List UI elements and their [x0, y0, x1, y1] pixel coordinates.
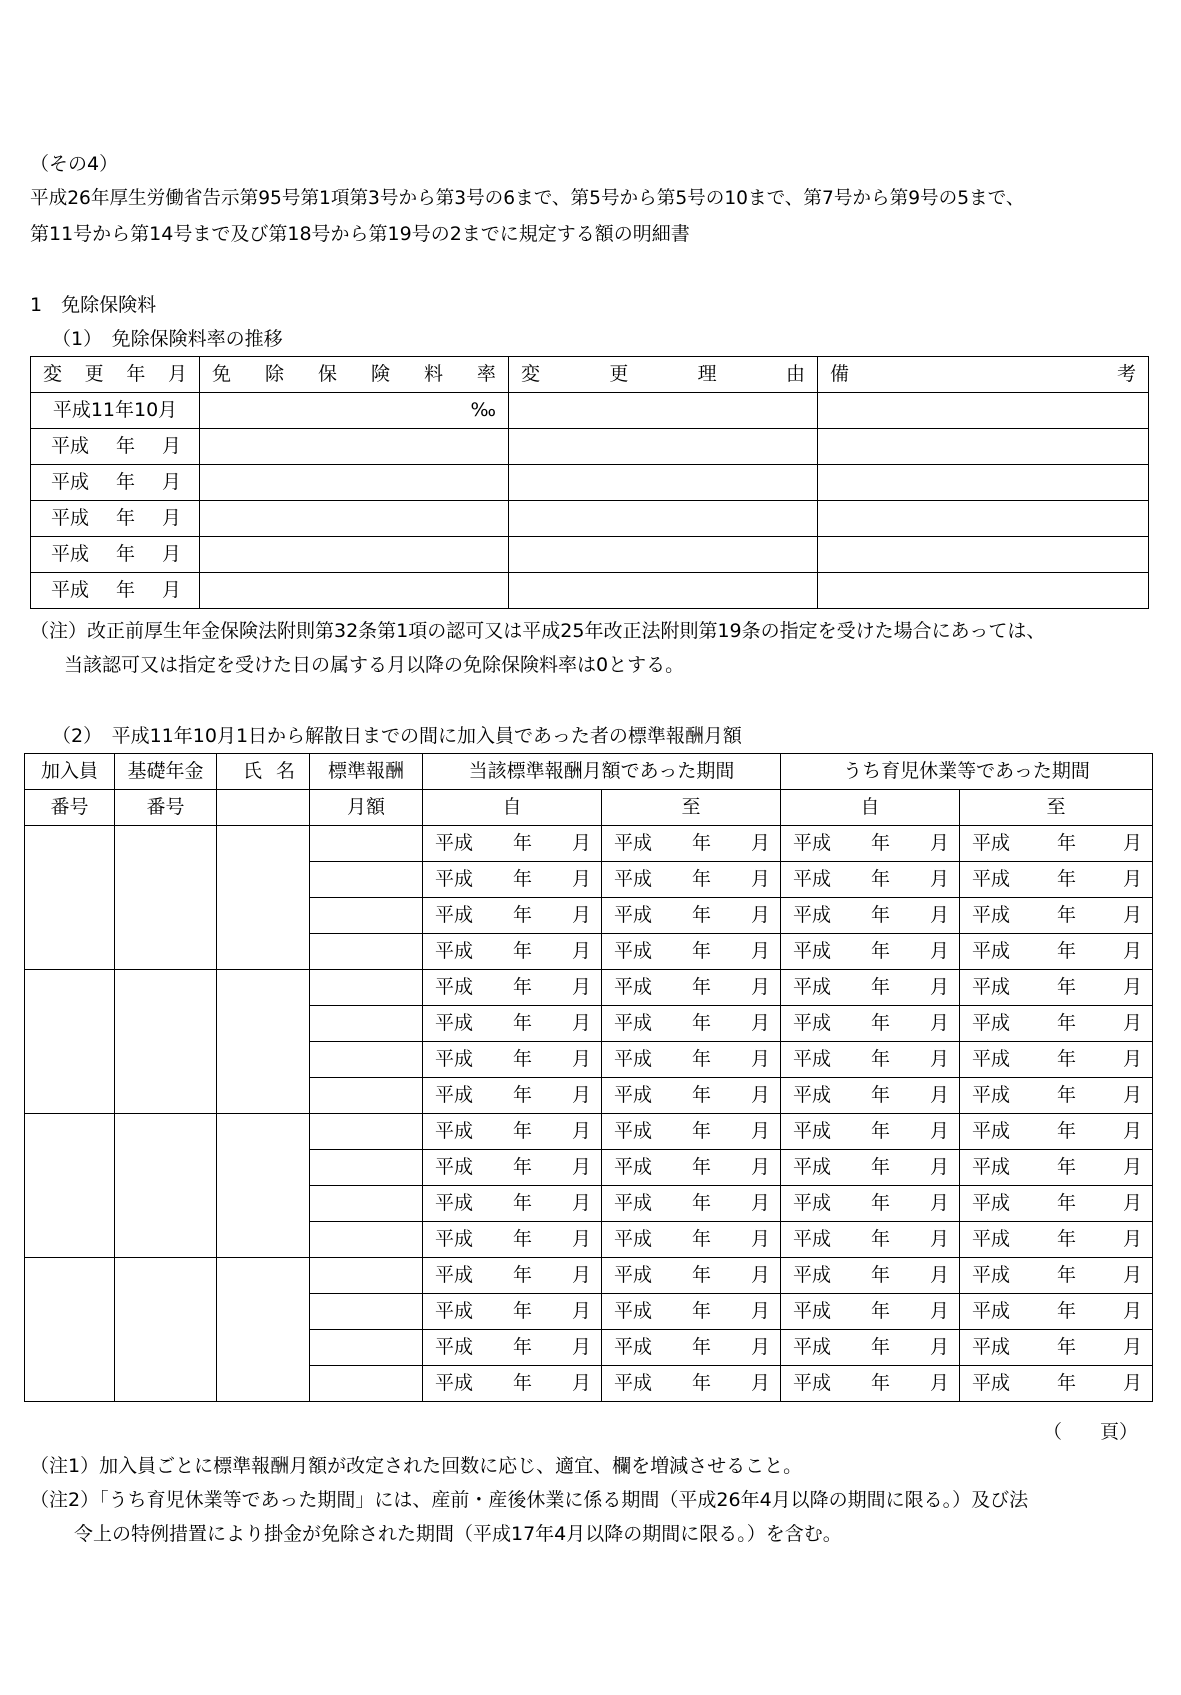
- header-leave-to: 至: [960, 790, 1153, 826]
- leave-to-cell[interactable]: 平成 年 月: [960, 1150, 1153, 1186]
- table-row: [25, 826, 1153, 862]
- name-cell[interactable]: [217, 1258, 310, 1402]
- period-from-cell[interactable]: 平成 年 月: [423, 862, 602, 898]
- header-change-date: 変 更 年 月: [31, 357, 200, 393]
- period-to-cell[interactable]: 平成 年 月: [602, 1330, 781, 1366]
- standard-remuneration-cell[interactable]: [310, 1366, 423, 1402]
- period-from-cell[interactable]: 平成 年 月: [423, 1222, 602, 1258]
- period-from-cell[interactable]: 平成 年 月: [423, 1330, 602, 1366]
- leave-from-cell[interactable]: 平成 年 月: [781, 1258, 960, 1294]
- section2-note2: （注2）「うち育児休業等であった期間」には、産前・産後休業に係る期間（平成26年4月以降の期間に限る。）及び法: [30, 1489, 1029, 1511]
- period-to-cell[interactable]: 平成 年 月: [602, 1294, 781, 1330]
- standard-remuneration-cell[interactable]: [310, 1186, 423, 1222]
- leave-from-cell[interactable]: 平成 年 月: [781, 1366, 960, 1402]
- leave-to-cell[interactable]: 平成 年 月: [960, 862, 1153, 898]
- leave-to-cell[interactable]: 平成 年 月: [960, 1042, 1153, 1078]
- rate-cell[interactable]: [200, 537, 509, 573]
- leave-from-cell[interactable]: 平成 年 月: [781, 862, 960, 898]
- period-to-cell[interactable]: 平成 年 月: [602, 862, 781, 898]
- period-to-cell[interactable]: 平成 年 月: [602, 970, 781, 1006]
- header-member-no-b: 番号: [25, 790, 115, 826]
- leave-from-cell[interactable]: 平成 年 月: [781, 1222, 960, 1258]
- period-to-cell[interactable]: 平成 年 月: [602, 1042, 781, 1078]
- leave-to-cell[interactable]: 平成 年 月: [960, 1078, 1153, 1114]
- section2-subheading: （2） 平成11年10月1日から解散日までの間に加入員であった者の標準報酬月額: [52, 725, 742, 747]
- leave-to-cell[interactable]: 平成 年 月: [960, 934, 1153, 970]
- period-from-cell[interactable]: 平成 年 月: [423, 970, 602, 1006]
- table-header-row: [25, 790, 1153, 826]
- period-to-cell[interactable]: 平成 年 月: [602, 1006, 781, 1042]
- section1-subheading: （1） 免除保険料率の推移: [52, 328, 283, 350]
- period-to-cell[interactable]: 平成 年 月: [602, 1078, 781, 1114]
- rate-cell[interactable]: [200, 501, 509, 537]
- header-period-from: 自: [423, 790, 602, 826]
- period-to-cell[interactable]: 平成 年 月: [602, 1366, 781, 1402]
- section1-heading: 1 免除保険料: [30, 294, 157, 316]
- leave-to-cell[interactable]: 平成 年 月: [960, 1186, 1153, 1222]
- header-remuneration-period: 当該標準報酬月額であった期間: [423, 754, 781, 790]
- leave-from-cell[interactable]: 平成 年 月: [781, 1186, 960, 1222]
- leave-from-cell[interactable]: 平成 年 月: [781, 898, 960, 934]
- header-basic-pension-no-b: 番号: [115, 790, 217, 826]
- member-no-cell[interactable]: [25, 1114, 115, 1258]
- member-no-cell[interactable]: [25, 970, 115, 1114]
- table-header-row: [25, 754, 1153, 790]
- date-cell: 平成11年10月: [31, 393, 200, 429]
- table-row: [31, 537, 1149, 573]
- reason-cell[interactable]: [509, 501, 818, 537]
- basic-pension-no-cell[interactable]: [115, 1258, 217, 1402]
- period-from-cell[interactable]: 平成 年 月: [423, 1006, 602, 1042]
- reason-cell[interactable]: [509, 393, 818, 429]
- part-label: （その4）: [30, 153, 119, 175]
- header-period-to: 至: [602, 790, 781, 826]
- standard-remuneration-cell[interactable]: [310, 898, 423, 934]
- leave-to-cell[interactable]: 平成 年 月: [960, 1330, 1153, 1366]
- leave-to-cell[interactable]: 平成 年 月: [960, 898, 1153, 934]
- leave-to-cell[interactable]: 平成 年 月: [960, 1258, 1153, 1294]
- period-from-cell[interactable]: 平成 年 月: [423, 934, 602, 970]
- period-to-cell[interactable]: 平成 年 月: [602, 1186, 781, 1222]
- remarks-cell[interactable]: [818, 537, 1149, 573]
- rate-cell[interactable]: ‰: [200, 393, 509, 429]
- table-row: [31, 429, 1149, 465]
- date-cell: 平成 年 月: [31, 501, 200, 537]
- leave-from-cell[interactable]: 平成 年 月: [781, 826, 960, 862]
- table-row: [31, 465, 1149, 501]
- premium-rate-table: [30, 356, 1149, 609]
- period-from-cell[interactable]: 平成 年 月: [423, 1258, 602, 1294]
- rate-cell[interactable]: [200, 465, 509, 501]
- period-from-cell[interactable]: 平成 年 月: [423, 898, 602, 934]
- rate-cell[interactable]: [200, 573, 509, 609]
- name-cell[interactable]: [217, 1114, 310, 1258]
- period-to-cell[interactable]: 平成 年 月: [602, 934, 781, 970]
- standard-remuneration-cell[interactable]: [310, 1150, 423, 1186]
- standard-remuneration-cell[interactable]: [310, 1330, 423, 1366]
- remarks-cell[interactable]: [818, 573, 1149, 609]
- section2-note1: （注1）加入員ごとに標準報酬月額が改定された回数に応じ、適宜、欄を増減させること。: [30, 1455, 803, 1477]
- period-to-cell[interactable]: 平成 年 月: [602, 898, 781, 934]
- standard-remuneration-table: [24, 753, 1153, 1402]
- leave-to-cell[interactable]: 平成 年 月: [960, 1114, 1153, 1150]
- standard-remuneration-cell[interactable]: [310, 1042, 423, 1078]
- table-row: [31, 573, 1149, 609]
- standard-remuneration-cell[interactable]: [310, 1078, 423, 1114]
- leave-from-cell[interactable]: 平成 年 月: [781, 970, 960, 1006]
- header-name: 氏 名: [217, 754, 310, 790]
- date-cell: 平成 年 月: [31, 465, 200, 501]
- name-cell[interactable]: [217, 970, 310, 1114]
- reason-cell[interactable]: [509, 573, 818, 609]
- remarks-cell[interactable]: [818, 465, 1149, 501]
- period-from-cell[interactable]: 平成 年 月: [423, 826, 602, 862]
- header-childcare-leave-period: うち育児休業等であった期間: [781, 754, 1153, 790]
- section1-note-continued: 当該認可又は指定を受けた日の属する月以降の免除保険料率は0とする。: [64, 654, 685, 676]
- standard-remuneration-cell[interactable]: [310, 934, 423, 970]
- standard-remuneration-cell[interactable]: [310, 862, 423, 898]
- period-from-cell[interactable]: 平成 年 月: [423, 1294, 602, 1330]
- section1-note: （注）改正前厚生年金保険法附則第32条第1項の認可又は平成25年改正法附則第19条の指定を受けた場合にあっては、: [30, 620, 1046, 642]
- period-from-cell[interactable]: 平成 年 月: [423, 1366, 602, 1402]
- table-row: [25, 1114, 1153, 1150]
- date-cell: 平成 年 月: [31, 537, 200, 573]
- header-exempt-rate: 免 除 保 険 料 率: [200, 357, 509, 393]
- page-number-label: （ 頁）: [1043, 1421, 1139, 1443]
- period-to-cell[interactable]: 平成 年 月: [602, 1114, 781, 1150]
- basic-pension-no-cell[interactable]: [115, 970, 217, 1114]
- member-no-cell[interactable]: [25, 826, 115, 970]
- remarks-cell[interactable]: [818, 393, 1149, 429]
- table-header-row: [31, 357, 1149, 393]
- standard-remuneration-cell[interactable]: [310, 1258, 423, 1294]
- reason-cell[interactable]: [509, 465, 818, 501]
- document-title-line1: 平成26年厚生労働省告示第95号第1項第3号から第3号の6まで、第5号から第5号の10まで、第7号から第9号の5まで、: [30, 188, 1025, 209]
- header-remarks: 備 考: [818, 357, 1149, 393]
- leave-from-cell[interactable]: 平成 年 月: [781, 1150, 960, 1186]
- basic-pension-no-cell[interactable]: [115, 826, 217, 970]
- standard-remuneration-cell[interactable]: [310, 1006, 423, 1042]
- remarks-cell[interactable]: [818, 429, 1149, 465]
- header-standard-remuneration-b: 月額: [310, 790, 423, 826]
- reason-cell[interactable]: [509, 537, 818, 573]
- basic-pension-no-cell[interactable]: [115, 1114, 217, 1258]
- standard-remuneration-cell[interactable]: [310, 826, 423, 862]
- header-basic-pension-no: 基礎年金: [115, 754, 217, 790]
- leave-from-cell[interactable]: 平成 年 月: [781, 1042, 960, 1078]
- table-row: [25, 970, 1153, 1006]
- leave-to-cell[interactable]: 平成 年 月: [960, 1366, 1153, 1402]
- leave-from-cell[interactable]: 平成 年 月: [781, 934, 960, 970]
- header-standard-remuneration: 標準報酬: [310, 754, 423, 790]
- period-to-cell[interactable]: 平成 年 月: [602, 1258, 781, 1294]
- period-from-cell[interactable]: 平成 年 月: [423, 1078, 602, 1114]
- leave-from-cell[interactable]: 平成 年 月: [781, 1294, 960, 1330]
- leave-to-cell[interactable]: 平成 年 月: [960, 1294, 1153, 1330]
- period-from-cell[interactable]: 平成 年 月: [423, 1042, 602, 1078]
- date-cell: 平成 年 月: [31, 429, 200, 465]
- period-to-cell[interactable]: 平成 年 月: [602, 1222, 781, 1258]
- period-to-cell[interactable]: 平成 年 月: [602, 826, 781, 862]
- table-row: [31, 501, 1149, 537]
- leave-to-cell[interactable]: 平成 年 月: [960, 970, 1153, 1006]
- standard-remuneration-cell[interactable]: [310, 1294, 423, 1330]
- period-from-cell[interactable]: 平成 年 月: [423, 1114, 602, 1150]
- leave-to-cell[interactable]: 平成 年 月: [960, 1006, 1153, 1042]
- period-from-cell[interactable]: 平成 年 月: [423, 1150, 602, 1186]
- rate-cell[interactable]: [200, 429, 509, 465]
- standard-remuneration-cell[interactable]: [310, 1222, 423, 1258]
- leave-to-cell[interactable]: 平成 年 月: [960, 1222, 1153, 1258]
- standard-remuneration-cell[interactable]: [310, 1114, 423, 1150]
- leave-from-cell[interactable]: 平成 年 月: [781, 1006, 960, 1042]
- section2-note2-continued: 令上の特例措置により掛金が免除された期間（平成17年4月以降の期間に限る。）を含む。: [74, 1523, 842, 1545]
- header-name-b: [217, 790, 310, 826]
- name-cell[interactable]: [217, 826, 310, 970]
- standard-remuneration-cell[interactable]: [310, 970, 423, 1006]
- leave-from-cell[interactable]: 平成 年 月: [781, 1330, 960, 1366]
- period-from-cell[interactable]: 平成 年 月: [423, 1186, 602, 1222]
- member-no-cell[interactable]: [25, 1258, 115, 1402]
- document-title-line2: 第11号から第14号まで及び第18号から第19号の2までに規定する額の明細書: [30, 223, 690, 245]
- header-leave-from: 自: [781, 790, 960, 826]
- leave-from-cell[interactable]: 平成 年 月: [781, 1114, 960, 1150]
- leave-to-cell[interactable]: 平成 年 月: [960, 826, 1153, 862]
- remarks-cell[interactable]: [818, 501, 1149, 537]
- date-cell: 平成 年 月: [31, 573, 200, 609]
- table-row: [25, 1258, 1153, 1294]
- period-to-cell[interactable]: 平成 年 月: [602, 1150, 781, 1186]
- reason-cell[interactable]: [509, 429, 818, 465]
- leave-from-cell[interactable]: 平成 年 月: [781, 1078, 960, 1114]
- table-row: [31, 393, 1149, 429]
- header-member-no: 加入員: [25, 754, 115, 790]
- header-change-reason: 変 更 理 由: [509, 357, 818, 393]
